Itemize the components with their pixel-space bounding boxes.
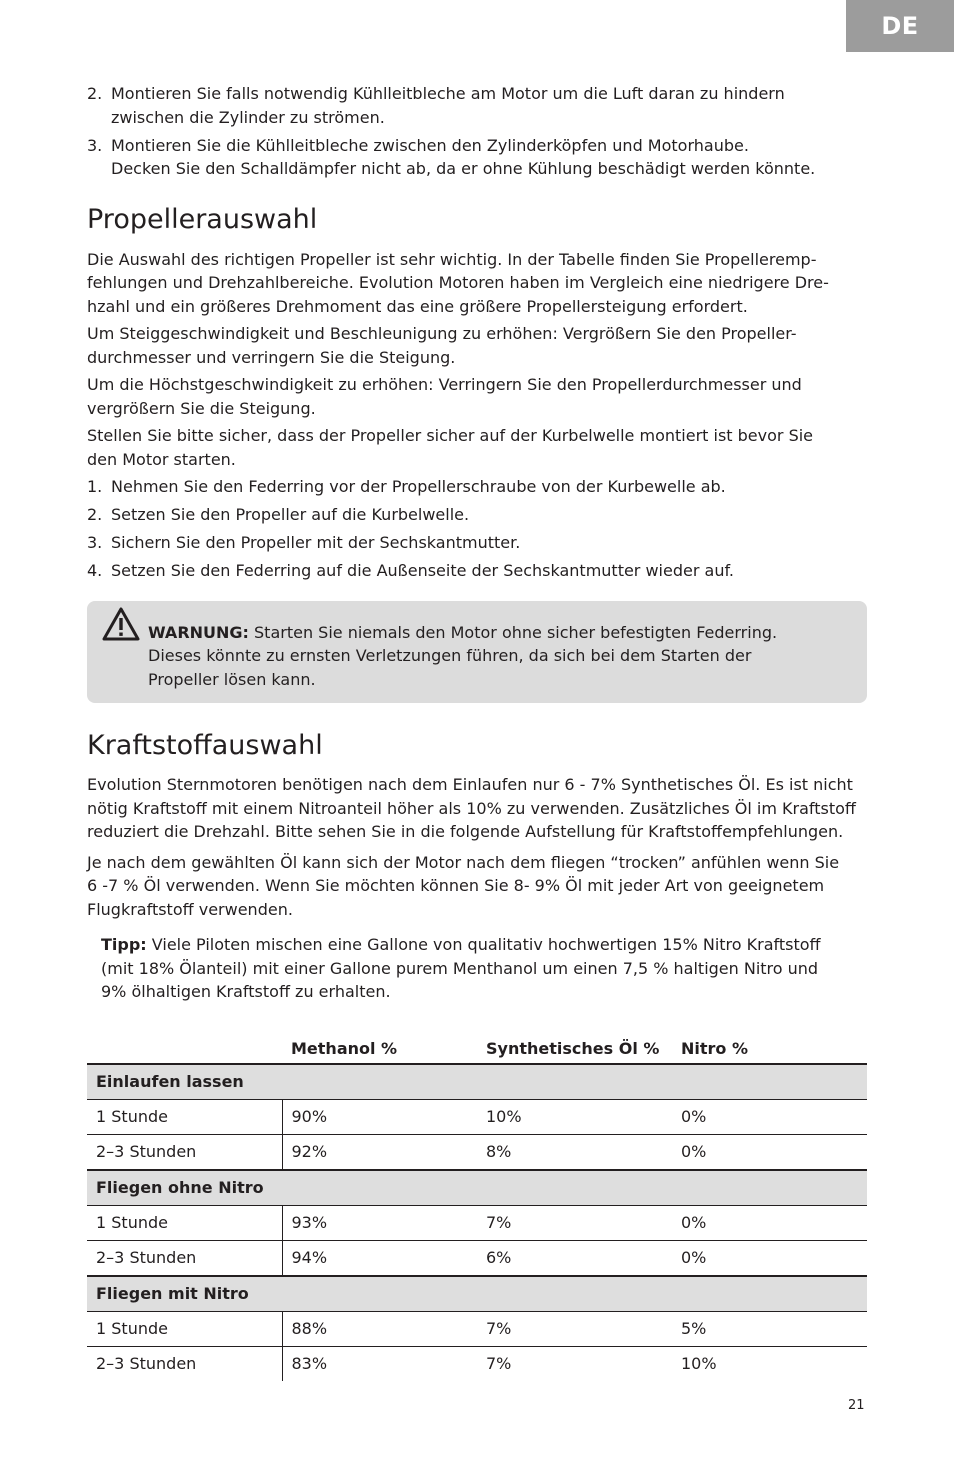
text-line: (mit 18% Ölanteil) mit einer Gallone purem Menthanol um einen 7,5 % haltigen Nitro und (101, 958, 819, 978)
table-row (87, 1134, 867, 1170)
table-cell: 93% (282, 1205, 477, 1240)
list-number: 2. (87, 84, 103, 103)
table-cell: 2–3 Stunden (87, 1240, 282, 1276)
table-row (87, 1205, 867, 1240)
table-cell: 92% (282, 1134, 477, 1170)
text-line: fehlungen und Drehzahlbereiche. Evolution Motoren haben im Vergleich eine niedrigere Dre- (87, 273, 829, 292)
text-line: Dieses könnte zu ernsten Verletzungen führen, da sich bei dem Starten der (148, 646, 752, 665)
table-cell: 2–3 Stunden (87, 1134, 282, 1170)
list-item (87, 531, 867, 555)
fuel-table (87, 1022, 867, 1381)
step-text: Setzen Sie den Federring auf die Außenseite der Sechskantmutter wieder auf. (111, 561, 735, 580)
list-item (87, 503, 867, 527)
step-text: Setzen Sie den Propeller auf die Kurbelwelle. (111, 505, 470, 524)
text-line: zwischen die Zylinder zu strömen. (111, 107, 385, 127)
list-number: 2. (87, 505, 103, 524)
tip-text (87, 933, 867, 1004)
table-row (87, 1240, 867, 1276)
list-number: 3. (87, 135, 103, 155)
list-item (87, 82, 867, 129)
text-line: Viele Piloten mischen eine Gallone von qualitativ hochwertigen 15% Nitro Kraftstoff (146, 935, 821, 954)
text-line: durchmesser und verringern Sie die Steigung. (87, 347, 456, 367)
table-cell: 1 Stunde (87, 1311, 282, 1346)
list-number: 3. (87, 533, 103, 552)
paragraph (87, 424, 867, 471)
step-text: Nehmen Sie den Federring vor der Propellerschraube von der Kurbewelle ab. (111, 477, 726, 496)
table-cell: 94% (282, 1240, 477, 1276)
warning-triangle-icon (101, 606, 141, 642)
table-row (87, 1099, 867, 1134)
table-header-row (87, 1022, 867, 1064)
section-heading-fuel: Kraftstoffauswahl (87, 730, 323, 761)
table-cell: 5% (672, 1311, 867, 1346)
text-line: Um die Höchstgeschwindigkeit zu erhöhen: Verringern Sie den Propellerdurchmesser und (87, 375, 802, 394)
column-header-nitro: Nitro % (672, 1022, 867, 1064)
paragraph (87, 773, 867, 844)
paragraph (87, 373, 867, 420)
list-item (87, 134, 867, 181)
top-list (87, 82, 867, 181)
table-cell: 1 Stunde (87, 1205, 282, 1240)
table-cell: 10% (681, 1354, 717, 1373)
list-number: 1. (87, 477, 103, 496)
text-line: Propeller lösen kann. (148, 669, 316, 689)
text-line: Evolution Sternmotoren benötigen nach dem Einlaufen nur 6 - 7% Synthetisches Öl. Es ist nicht (87, 775, 853, 794)
table-cell: 88% (282, 1311, 477, 1346)
section-heading-propeller: Propellerauswahl (87, 203, 318, 235)
text-line: den Motor starten. (87, 449, 236, 469)
table-cell: 83% (291, 1354, 328, 1373)
warning-label: WARNUNG: (148, 622, 249, 642)
text-line: Die Auswahl des richtigen Propeller ist sehr wichtig. In der Tabelle finden Sie Propelleremp- (87, 249, 817, 269)
text-line: Starten Sie niemals den Motor ohne sicher befestigten Federring. (248, 622, 778, 642)
column-header-oil: Synthetisches Öl % (477, 1022, 672, 1064)
column-header-methanol: Methanol % (282, 1022, 477, 1064)
text-line: Je nach dem gewählten Öl kann sich der Motor nach dem fliegen “trocken” anfühlen wenn Sie (87, 852, 840, 872)
tip-label: Tipp: (101, 935, 147, 954)
text-line: Um Steiggeschwindigkeit und Beschleunigung zu erhöhen: Vergrößern Sie den Propeller- (87, 324, 797, 343)
text-line: Decken Sie den Schalldämpfer nicht ab, da er ohne Kühlung beschädigt werden könnte. (111, 159, 816, 178)
group-title: Fliegen ohne Nitro (87, 1170, 867, 1206)
table-cell: 7% (486, 1354, 512, 1373)
text-line: hzahl und ein größeres Drehmoment das eine größere Propellersteigung erfordert. (87, 296, 748, 316)
text-line: 9% ölhaltigen Kraftstoff zu erhalten. (101, 982, 391, 1001)
text-line: nötig Kraftstoff mit einem Nitroanteil höher als 10% zu verwenden. Zusätzliches Öl im Kraftstoff (87, 798, 856, 818)
language-tab: DE (846, 0, 954, 52)
text-line: Stellen Sie bitte sicher, dass der Propeller sicher auf der Kurbelwelle montiert ist bevor Sie (87, 426, 814, 445)
list-item (87, 559, 867, 583)
paragraph (87, 322, 867, 369)
paragraph (87, 248, 867, 319)
table-cell: 1 Stunde (87, 1099, 282, 1134)
table-cell: 0% (672, 1240, 867, 1276)
text-line: Montieren Sie die Kühlleitbleche zwischen den Zylinderköpfen und Motorhaube. (111, 135, 749, 155)
table-cell: 7% (477, 1311, 672, 1346)
table-row (87, 1311, 867, 1346)
text-line: 6 -7 % Öl verwenden. Wenn Sie möchten können Sie 8- 9% Öl mit jeder Art von geeignetem (87, 876, 825, 895)
page-content (87, 82, 867, 1381)
table-cell: 10% (477, 1099, 672, 1134)
text-line: Flugkraftstoff verwenden. (87, 899, 293, 919)
warning-box (87, 601, 867, 704)
table-group-row (87, 1276, 867, 1312)
table-cell: 90% (282, 1099, 477, 1134)
text-line: Montieren Sie falls notwendig Kühlleitbleche am Motor um die Luft daran zu hindern (111, 84, 785, 103)
table-cell: 8% (477, 1134, 672, 1170)
group-title: Fliegen mit Nitro (87, 1276, 867, 1312)
warning-text (148, 621, 847, 692)
table-row (87, 1346, 867, 1381)
step-text: Sichern Sie den Propeller mit der Sechskantmutter. (111, 533, 521, 552)
group-title: Einlaufen lassen (87, 1064, 867, 1100)
paragraph (87, 851, 867, 922)
text-line: reduziert die Drehzahl. Bitte sehen Sie in die folgende Aufstellung für Kraftstoffempfehlungen. (87, 822, 844, 841)
table-cell: 0% (672, 1205, 867, 1240)
table-cell: 6% (477, 1240, 672, 1276)
table-group-row (87, 1064, 867, 1100)
table-cell: 0% (672, 1134, 867, 1170)
table-cell: 7% (477, 1205, 672, 1240)
table-cell: 0% (672, 1099, 867, 1134)
text-line: vergrößern Sie die Steigung. (87, 398, 316, 418)
list-item (87, 475, 867, 499)
propeller-steps-list (87, 475, 867, 583)
page-number: 21 (848, 1398, 865, 1413)
table-cell: 2–3 Stunden (87, 1346, 282, 1381)
table-group-row (87, 1170, 867, 1206)
list-number: 4. (87, 561, 103, 580)
column-header (87, 1022, 282, 1064)
